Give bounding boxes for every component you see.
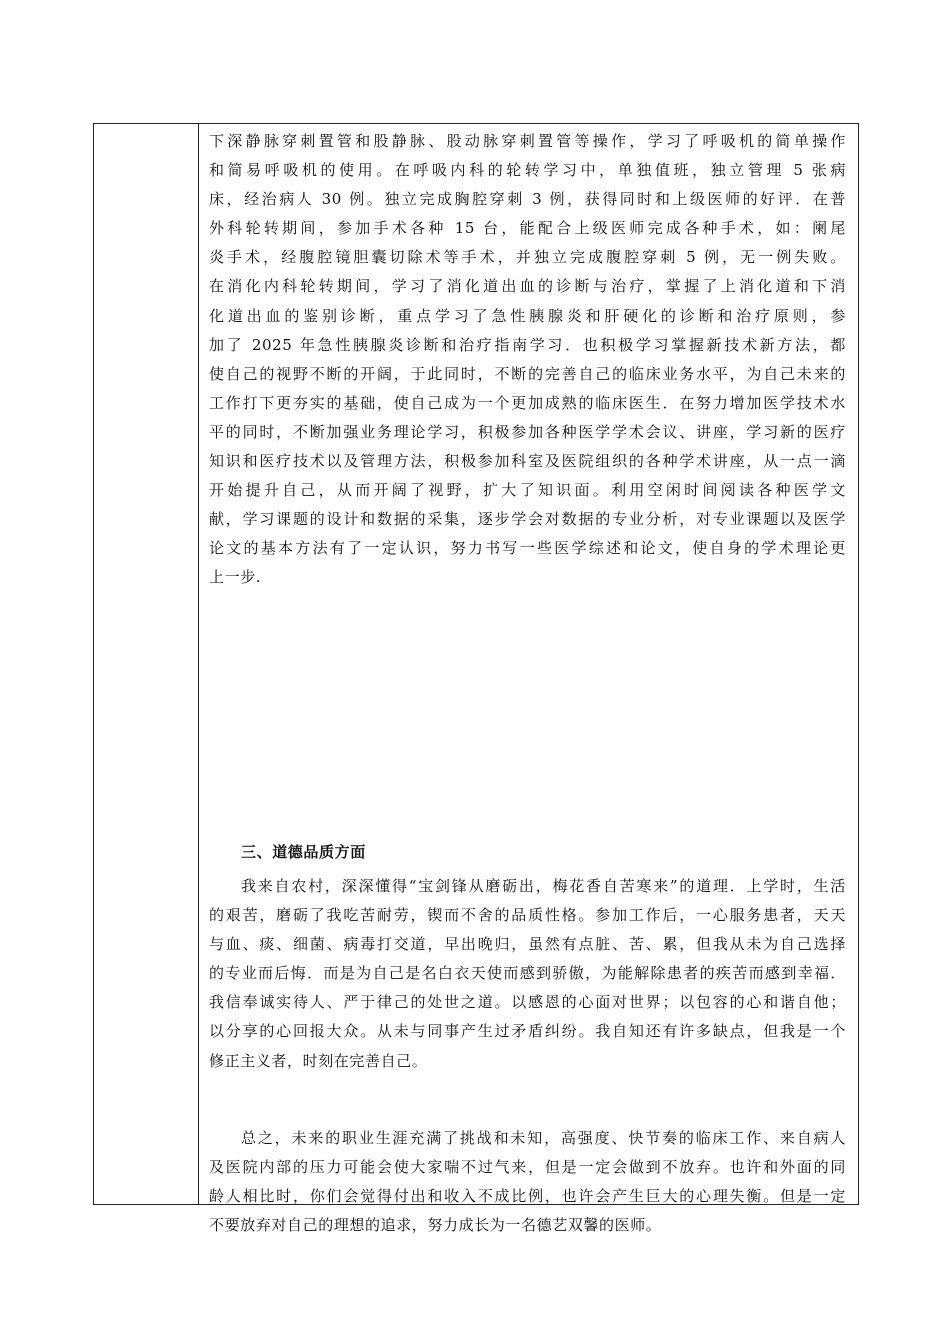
section-heading-moral-quality: 三、道德品质方面: [241, 843, 366, 861]
text-line: 下深静脉穿刺置管和股静脉、股动脉穿刺置管等操作，学习了呼吸机的简单操作: [209, 132, 846, 150]
text-line: 与血、痰、细菌、病毒打交道，早出晚归，虽然有点脏、苦、累，但我从未为自己选择: [209, 935, 846, 954]
paragraph-conclusion: [209, 1124, 846, 1240]
text-line: 平的同时，不断加强业务理论学习，积极参加各种医学学术会议、讲座，学习新的医疗: [209, 422, 846, 441]
text-line: 上一步.: [209, 568, 262, 587]
text-line: 以分享的心回报大众。从未与同事产生过矛盾纠纷。我自知还有许多缺点，但我是一个: [209, 1022, 846, 1041]
text-line: 化道出血的鉴别诊断，重点学习了急性胰腺炎和肝硬化的诊断和治疗原则，参: [209, 306, 846, 325]
text-line: 外科轮转期间，参加手术各种 15 台，能配合上级医师完成各种手术，如：阑尾: [209, 219, 846, 238]
text-line: 献，学习课题的设计和数据的采集，逐步学会对数据的专业分析，对专业课题以及医学: [209, 510, 846, 529]
text-line: 开始提升自己，从而开阔了视野，扩大了知识面。利用空闲时间阅读各种医学文: [209, 481, 846, 500]
text-line: 总之，未来的职业生涯充满了挑战和未知，高强度、快节奏的临床工作、来自病人: [241, 1129, 846, 1147]
text-line: 工作打下更夯实的基础，使自己成为一个更加成熟的临床医生．在努力增加医学技术水: [209, 393, 846, 412]
text-line: 在消化内科轮转期间，学习了消化道出血的诊断与治疗，掌握了上消化道和下消: [209, 277, 846, 296]
text-line: 论文的基本方法有了一定认识，努力书写一些医学综述和论文，使自身的学术理论更: [209, 539, 846, 558]
text-line: 炎手术，经腹腔镜胆囊切除术等手术，并独立完成腹腔穿刺 5 例，无一例失败。: [209, 248, 846, 267]
text-line: 使自己的视野不断的开阔，于此同时，不断的完善自己的临床业务水平，为自己未来的: [209, 364, 846, 383]
text-line: 和简易呼吸机的使用。在呼吸内科的轮转学习中，单独值班，独立管理 5 张病: [209, 161, 846, 180]
paragraph-training-experience: [209, 127, 846, 593]
paragraph-moral-quality: [209, 872, 846, 1076]
content-cell: [199, 124, 858, 1235]
text-line: 床，经治病人 30 例。独立完成胸腔穿刺 3 例，获得同时和上级医师的好评．在普: [209, 190, 846, 209]
text-line: 我来自农村，深深懂得“宝剑锋从磨砺出，梅花香自苦寒来”的道理．上学时，生活: [241, 877, 846, 895]
text-line: 修正主义者，时刻在完善自己。: [209, 1051, 428, 1070]
left-label-cell: [94, 124, 199, 1204]
text-line: 我信奉诚实待人、严于律己的处世之道。以感恩的心面对世界；以包容的心和谐自他；: [209, 993, 846, 1012]
text-line: 知识和医疗技术以及管理方法，积极参加科室及医院组织的各种学术讲座，从一点一滴: [209, 452, 846, 471]
text-line: 不要放弃对自己的理想的追求，努力成长为一名德艺双馨的医师。: [209, 1216, 662, 1235]
text-line: 及医院内部的压力可能会使大家喘不过气来，但是一定会做到不放弃。也许和外面的同: [209, 1158, 846, 1177]
text-line: 的专业而后悔．而是为自己是名白衣天使而感到骄傲，为能解除患者的疾苦而感到幸福．: [209, 964, 846, 983]
text-line: 龄人相比时，你们会觉得付出和收入不成比例，也许会产生巨大的心理失衡。但是一定: [209, 1187, 846, 1206]
text-line: 加了 2025 年急性胰腺炎诊断和治疗指南学习．也积极学习掌握新技术新方法，都: [209, 335, 846, 354]
text-line: 的艰苦，磨砺了我吃苦耐劳，锲而不舍的品质性格。参加工作后，一心服务患者，天天: [209, 906, 846, 925]
document-table: [93, 123, 859, 1235]
